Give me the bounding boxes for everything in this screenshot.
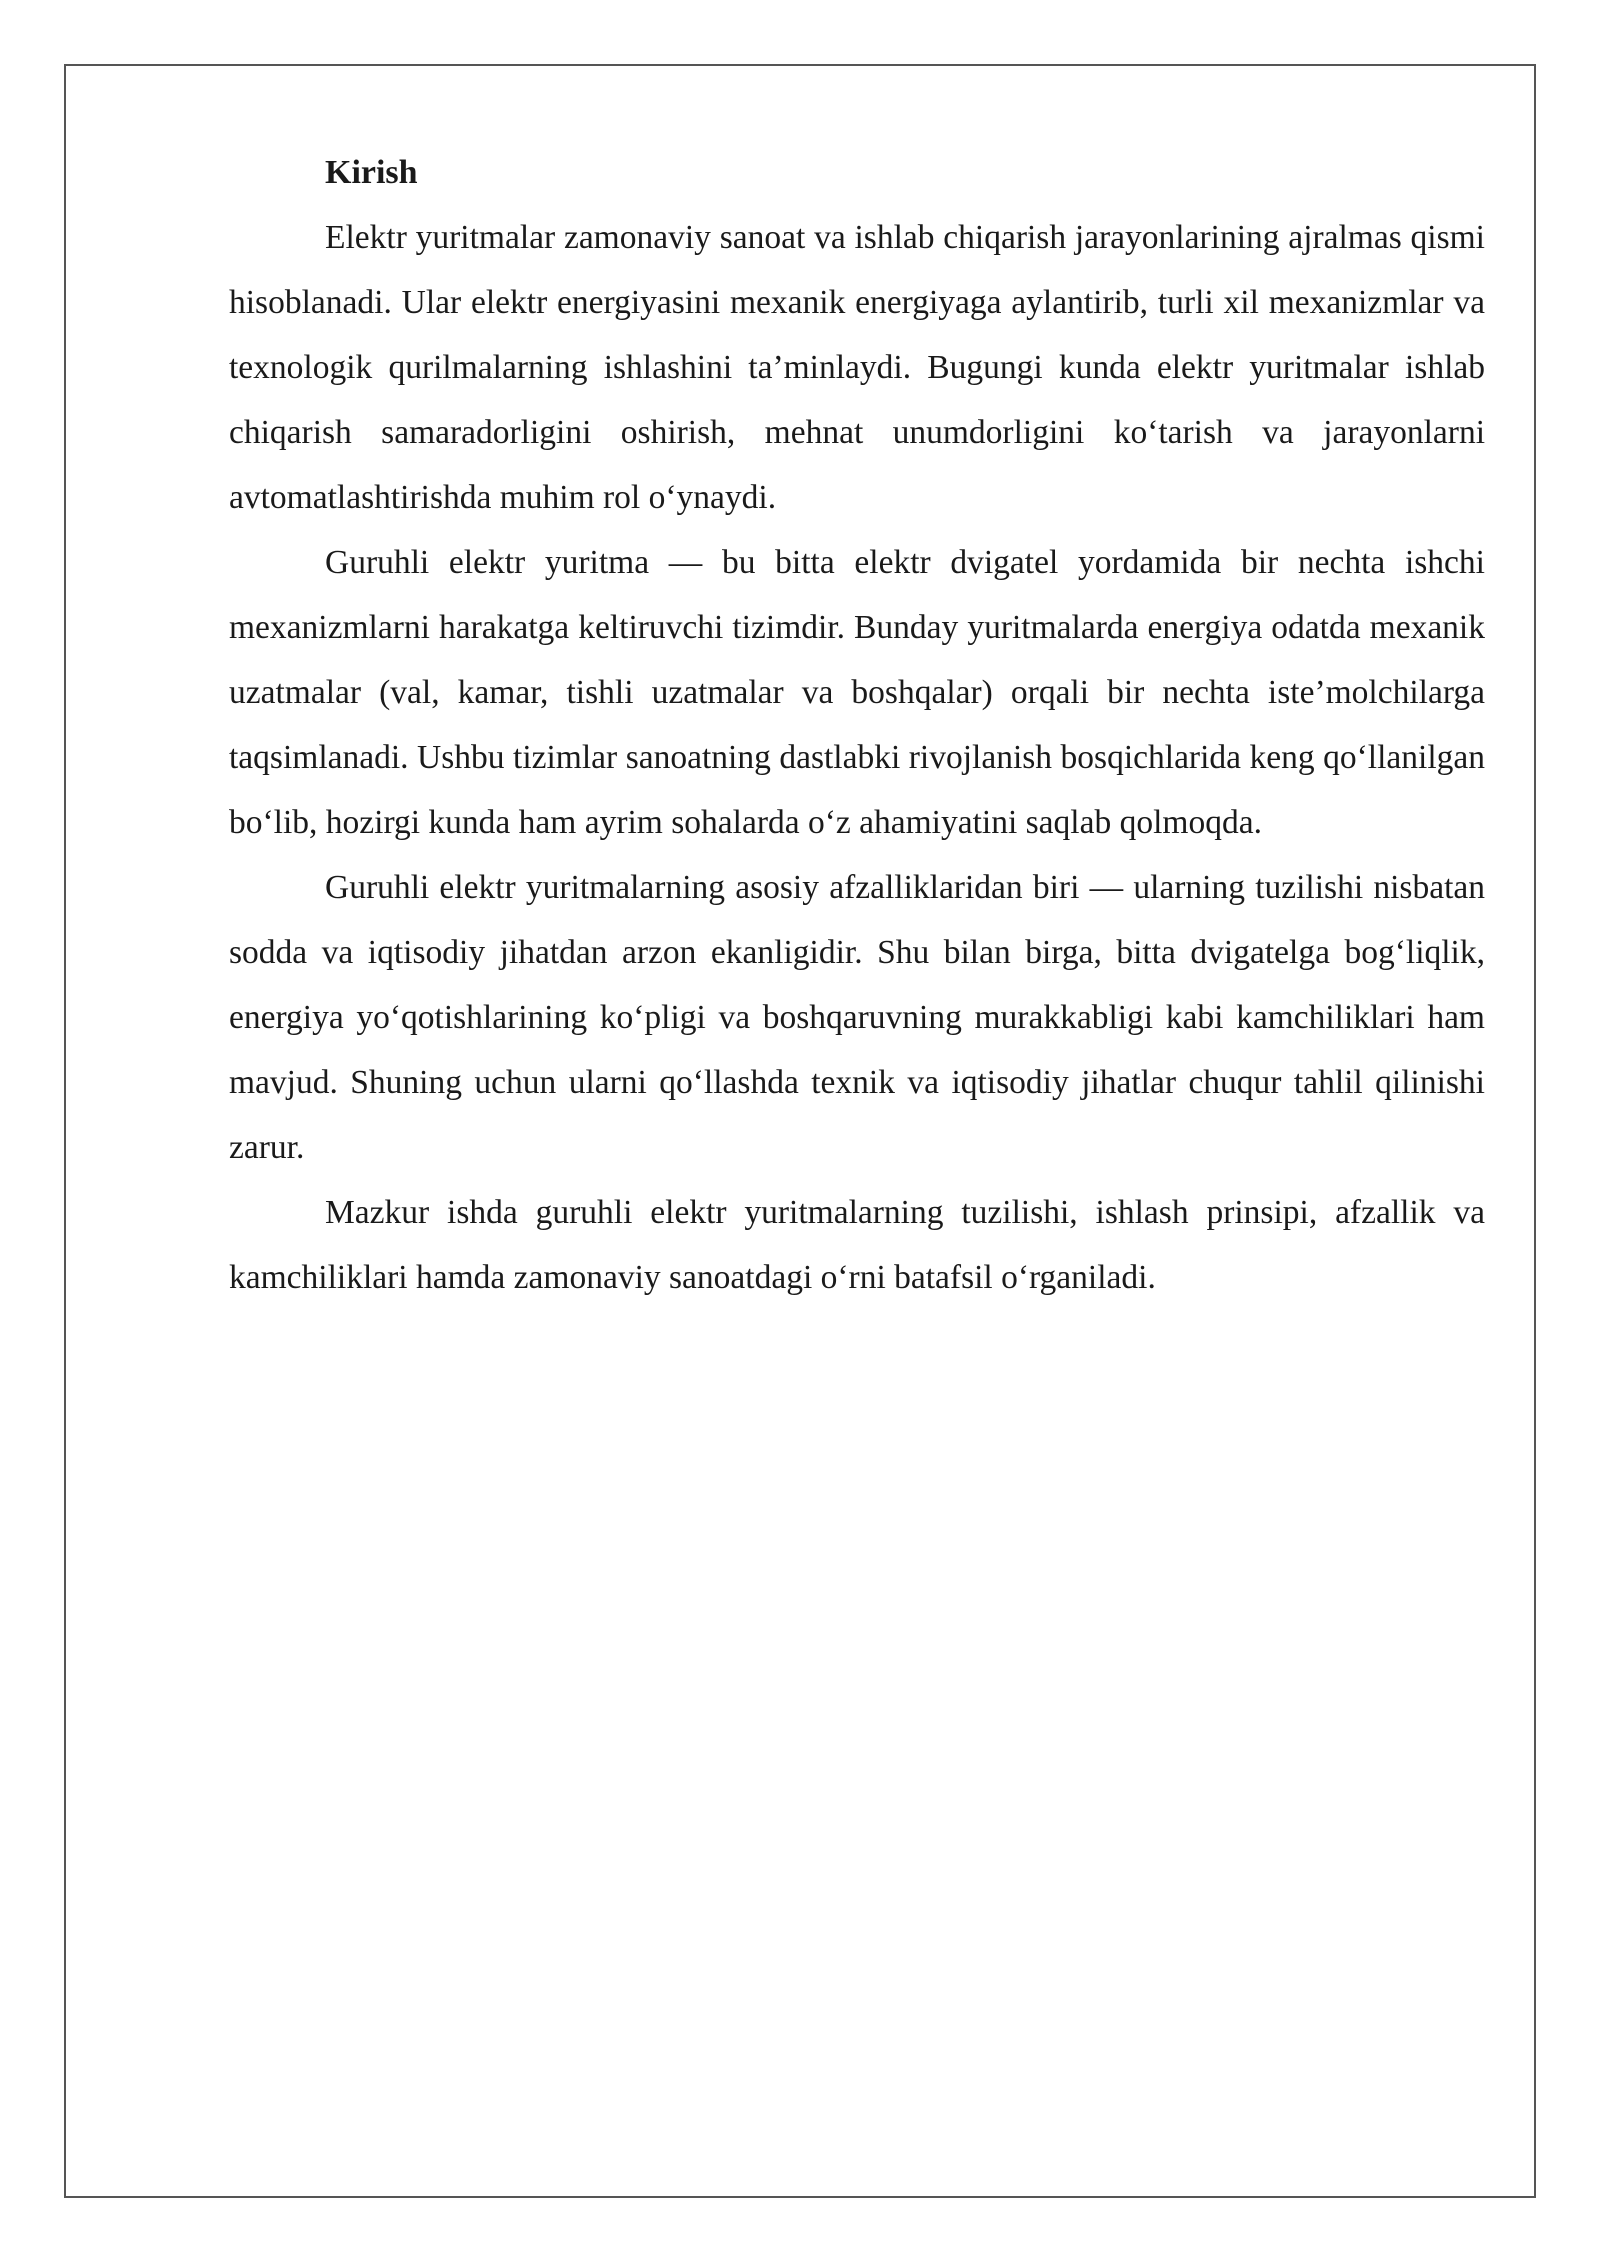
paragraph-2: Guruhli elektr yuritma — bu bitta elektr dvigatel yordamida bir nechta ishchi mexanizmlarni harakatga keltiruvchi tizimdir. Bunday yuritmalarda energiya odatda mexanik uzatmalar (val, kamar, tishli uzatmalar va boshqalar) orqali bir nechta iste’molchilarga taqsimlanadi. Ushbu tizimlar sanoatning dastlabki rivojlanish bosqichlarida keng qo‘llanilgan bo‘lib, hozirgi kunda ham ayrim sohalarda o‘z ahamiyatini saqlab qolmoqda.	[229, 544, 1485, 841]
paragraph-4: Mazkur ishda guruhli elektr yuritmalarning tuzilishi, ishlash prinsipi, afzallik va kamchiliklari hamda zamonaviy sanoatdagi o‘rni batafsil o‘rganiladi.	[229, 1194, 1485, 1296]
section-heading: Kirish	[325, 154, 418, 191]
document-body	[229, 140, 1485, 1310]
paragraph-1: Elektr yuritmalar zamonaviy sanoat va ishlab chiqarish jarayonlarining ajralmas qismi hisoblanadi. Ular elektr energiyasini mexanik energiyaga aylantirib, turli xil mexanizmlar va texnologik qurilmalarning ishlashini ta’minlaydi. Bugungi kunda elektr yuritmalar ishlab chiqarish samaradorligini oshirish, mehnat unumdorligini ko‘tarish va jarayonlarni avtomatlashtirishda muhim rol o‘ynaydi.	[229, 219, 1485, 516]
paragraph-3: Guruhli elektr yuritmalarning asosiy afzalliklaridan biri — ularning tuzilishi nisbatan sodda va iqtisodiy jihatdan arzon ekanligidir. Shu bilan birga, bitta dvigatelga bog‘liqlik, energiya yo‘qotishlarining ko‘pligi va boshqaruvning murakkabligi kabi kamchiliklari ham mavjud. Shuning uchun ularni qo‘llashda texnik va iqtisodiy jihatlar chuqur tahlil qilinishi zarur.	[229, 869, 1485, 1166]
